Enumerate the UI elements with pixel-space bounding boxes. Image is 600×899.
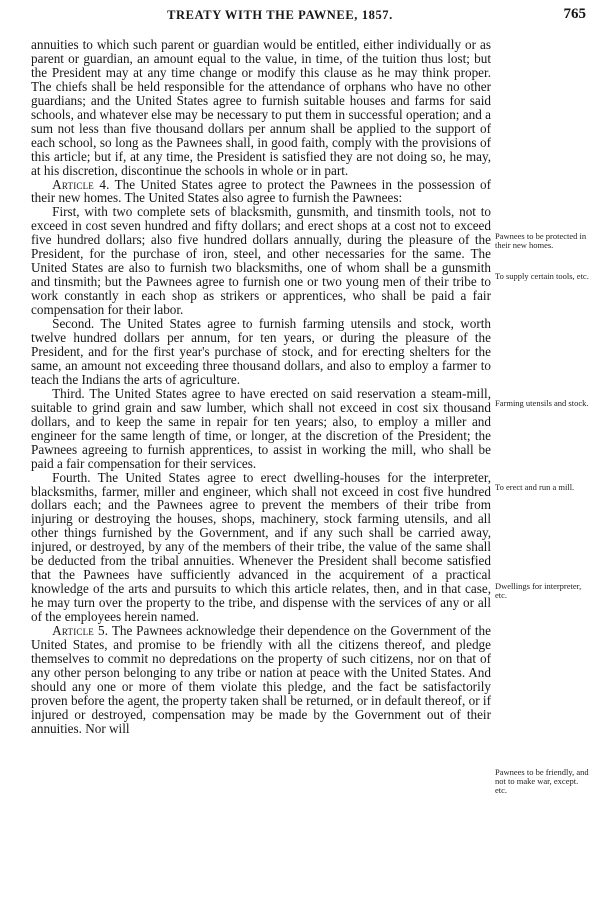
margin-note-tools: To supply certain tools, etc. — [495, 271, 589, 281]
margin-note-mill: To erect and run a mill. — [495, 482, 575, 492]
paragraph-article-4: Article 4. The United States agree to protect the Pawnees in the possession of their new homes. The United States also agree to furnish the Pawnees: — [31, 176, 491, 206]
paragraph-third-mill: Third. The United States agree to have erected on said reservation a steam-mill, suitable to grind grain and saw lumber, which shall not exceed in cost six thousand dollars, and to keep the same in repair for ten years; also, to employ a miller and engineer for the same length of time, or longer, at the discretion of the President; the Pawnees agreeing to furnish apprentices, to assist in working the mill, who shall be paid a fair compensation for their services. — [31, 385, 491, 471]
margin-note-farming: Farming utensils and stock. — [495, 398, 589, 408]
paragraph-first-tools: First, with two complete sets of blacksmith, gunsmith, and tinsmith tools, not to exceed in cost seven hundred and fifty dollars; and erect shops at a cost not to exceed five hundred dollars; also five hundred dollars annually, during the pleasure of the President, for the purchase of iron, steel, and other necessaries for the same. The United States are also to furnish two blacksmiths, one of whom shall be a gunsmith and tinsmith; but the Pawnees agree to furnish one or two young men of their tribe to work constantly in each shop as strikers or apprentices, who shall be paid a fair compensation for their labor. — [31, 204, 491, 318]
running-title: TREATY WITH THE PAWNEE, 1857. — [167, 8, 393, 22]
page-header — [0, 8, 600, 28]
margin-note-protection: Pawnees to be protected in their new homes. — [495, 231, 587, 251]
paragraph-fourth-dwellings: Fourth. The United States agree to erect dwelling-houses for the interpreter, blacksmiths, farmer, miller and engineer, which shall not exceed in cost five hundred dollars each; and the Pawnees agree to prevent the members of their tribe from injuring or destroying the houses, shops, machinery, stock farming utensils, and all other things furnished by the Government, and if any such shall be carried away, injured, or destroyed, by any of the members of their tribe, the value of the same shall be deducted from the tribal annuities. Whenever the President shall become satisfied that the Pawnees have sufficiently advanced in the acquirement of a practical knowledge of the arts and pursuits to which this article relates, then, and in that case, he may turn over the property to the tribe, and dispense with the services of any or all of the employees herein named. — [31, 469, 491, 625]
article-5-label: Article 5. — [52, 623, 109, 639]
article-4-label: Article 4. — [52, 176, 110, 192]
paragraph-article-5: Article 5. The Pawnees acknowledge their dependence on the Government of the United States, and promise to be friendly with all the citizens thereof, and pledge themselves to commit no depredations on the property of such citizens, nor on that of any other person belonging to any tribe or nation at peace with the United States. And should any one or more of them violate this pledge, and the fact be satisfactorily proven before the agent, the property taken shall be returned, or in default thereof, or if injured or destroyed, compensation may be made by the Government out of their annuities. Nor will — [31, 623, 491, 736]
treaty-text-column — [31, 38, 491, 736]
paragraph-second-farming: Second. The United States agree to furnish farming utensils and stock, worth twelve hundred dollars per annum, for ten years, or during the pleasure of the President, and for the first year's purchase of stock, and for erecting shelters for the same, an amount not exceeding three thousand dollars, and also to employ a farmer to teach the Indians the arts of agriculture. — [31, 316, 491, 387]
page-number: 765 — [563, 6, 586, 22]
margin-note-friendly: Pawnees to be friendly, and not to make war, except. etc. — [495, 767, 589, 796]
margin-note-dwellings: Dwellings for interpreter, etc. — [495, 581, 582, 601]
paragraph-school-provisions: annuities to which such parent or guardian would be entitled, either individually or as parent or guardian, an amount equal to the value, in time, of the tuition thus lost; but the President may at any time change or modify this clause as he may think proper. The chiefs shall be held responsible for the attendance of orphans who have no other guardians; and the United States agree to furnish suitable houses and farms for said schools, and whatever else may be necessary to put them in successful operation; and a sum not less than five thousand dollars per annum shall be applied to the support of each school, so long as the Pawnees shall, in good faith, comply with the provisions of this article; but if, at any time, the President is satisfied they are not doing so, he may, at his discretion, discontinue the schools in whole or in part. — [31, 37, 491, 178]
